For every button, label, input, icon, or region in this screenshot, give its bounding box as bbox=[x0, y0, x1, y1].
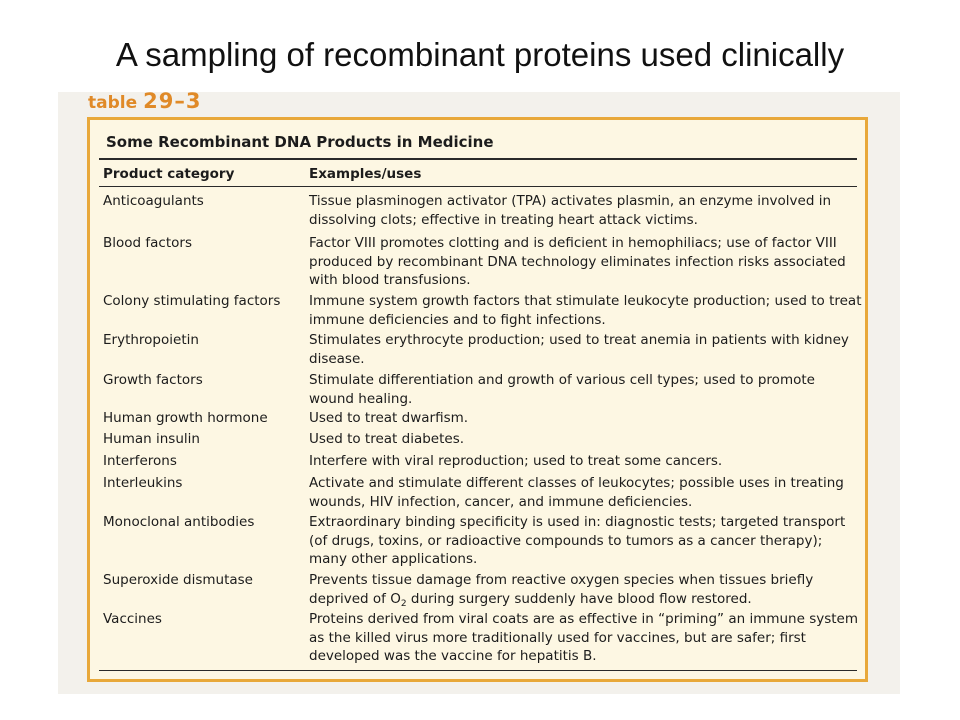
use-line: produced by recombinant DNA technology eliminates infection risks associated bbox=[309, 253, 846, 270]
row-category: Superoxide dismutase bbox=[103, 572, 253, 588]
row-category: Human growth hormone bbox=[103, 410, 268, 426]
use-line: developed was the vaccine for hepatitis B. bbox=[309, 648, 597, 664]
row-uses bbox=[309, 234, 854, 290]
use-line: Proteins derived from viral coats are as effective in “priming” an immune system bbox=[309, 611, 859, 627]
use-line: dissolving clots; effective in treating heart attack victims. bbox=[309, 211, 698, 228]
table-label-prefix: table bbox=[88, 93, 138, 113]
header-bottom-rule bbox=[99, 186, 857, 187]
table-title: Some Recombinant DNA Products in Medicine bbox=[106, 133, 494, 151]
use-line: Tissue plasminogen activator (TPA) activates plasmin, an enzyme involved in bbox=[309, 193, 832, 209]
subscript-two: 2 bbox=[400, 598, 407, 609]
table-number-label bbox=[88, 89, 201, 113]
row-category: Blood factors bbox=[103, 235, 192, 251]
use-line: Stimulate differentiation and growth of various cell types; used to promote bbox=[309, 372, 815, 388]
row-uses bbox=[309, 192, 854, 229]
use-line: Used to treat dwarfism. bbox=[309, 410, 469, 426]
use-line: Stimulates erythrocyte production; used to treat anemia in patients with kidney bbox=[309, 332, 849, 348]
slide-title: A sampling of recombinant proteins used clinically bbox=[115, 36, 845, 73]
table-frame bbox=[87, 117, 868, 682]
row-category: Anticoagulants bbox=[103, 193, 204, 209]
row-uses bbox=[309, 409, 854, 428]
use-line: Immune system growth factors that stimulate leukocyte production; used to treat bbox=[309, 293, 862, 309]
use-line: wound healing. bbox=[309, 390, 413, 407]
row-uses bbox=[309, 292, 862, 329]
use-line: wounds, HIV infection, cancer, and immune deficiencies. bbox=[309, 493, 693, 510]
row-category: Colony stimulating factors bbox=[103, 293, 281, 309]
use-line-segment: deprived of O bbox=[309, 590, 401, 607]
row-category: Erythropoietin bbox=[103, 332, 199, 348]
row-uses bbox=[309, 571, 854, 608]
table-bottom-rule bbox=[99, 670, 857, 671]
use-line: Extraordinary binding specificity is used in: diagnostic tests; targeted transport bbox=[309, 514, 846, 530]
use-line: disease. bbox=[309, 350, 365, 367]
use-line: immune deficiencies and to fight infections. bbox=[309, 311, 606, 328]
column-header-category: Product category bbox=[103, 166, 235, 182]
row-category: Interferons bbox=[103, 453, 177, 469]
column-header-uses: Examples/uses bbox=[309, 166, 422, 182]
use-line: as the killed virus more traditionally used for vaccines, but are safer; first bbox=[309, 629, 806, 646]
row-uses bbox=[309, 610, 859, 666]
row-category: Monoclonal antibodies bbox=[103, 514, 255, 530]
row-uses bbox=[309, 513, 854, 569]
row-category: Vaccines bbox=[103, 611, 162, 627]
use-line: Factor VIII promotes clotting and is deficient in hemophiliacs; use of factor VIII bbox=[309, 235, 837, 251]
use-line: Activate and stimulate different classes of leukocytes; possible uses in treating bbox=[309, 475, 844, 491]
use-line: many other applications. bbox=[309, 551, 478, 567]
row-category: Growth factors bbox=[103, 372, 203, 388]
row-uses bbox=[309, 430, 854, 449]
row-uses bbox=[309, 474, 854, 511]
row-uses bbox=[309, 371, 854, 408]
row-category: Interleukins bbox=[103, 475, 183, 491]
use-line: (of drugs, toxins, or radioactive compounds to tumors as a cancer therapy); bbox=[309, 532, 823, 549]
use-line: Prevents tissue damage from reactive oxygen species when tissues briefly bbox=[309, 572, 814, 588]
header-top-rule bbox=[99, 158, 857, 160]
use-line: Used to treat diabetes. bbox=[309, 431, 465, 447]
row-category: Human insulin bbox=[103, 431, 200, 447]
table-label-number: 29–3 bbox=[143, 89, 202, 113]
row-uses bbox=[309, 452, 854, 471]
use-line: with blood transfusions. bbox=[309, 272, 471, 288]
use-line: Interfere with viral reproduction; used to treat some cancers. bbox=[309, 453, 723, 469]
row-uses bbox=[309, 331, 854, 368]
use-line-segment: during surgery suddenly have blood flow restored. bbox=[410, 590, 752, 607]
use-line bbox=[309, 590, 854, 609]
